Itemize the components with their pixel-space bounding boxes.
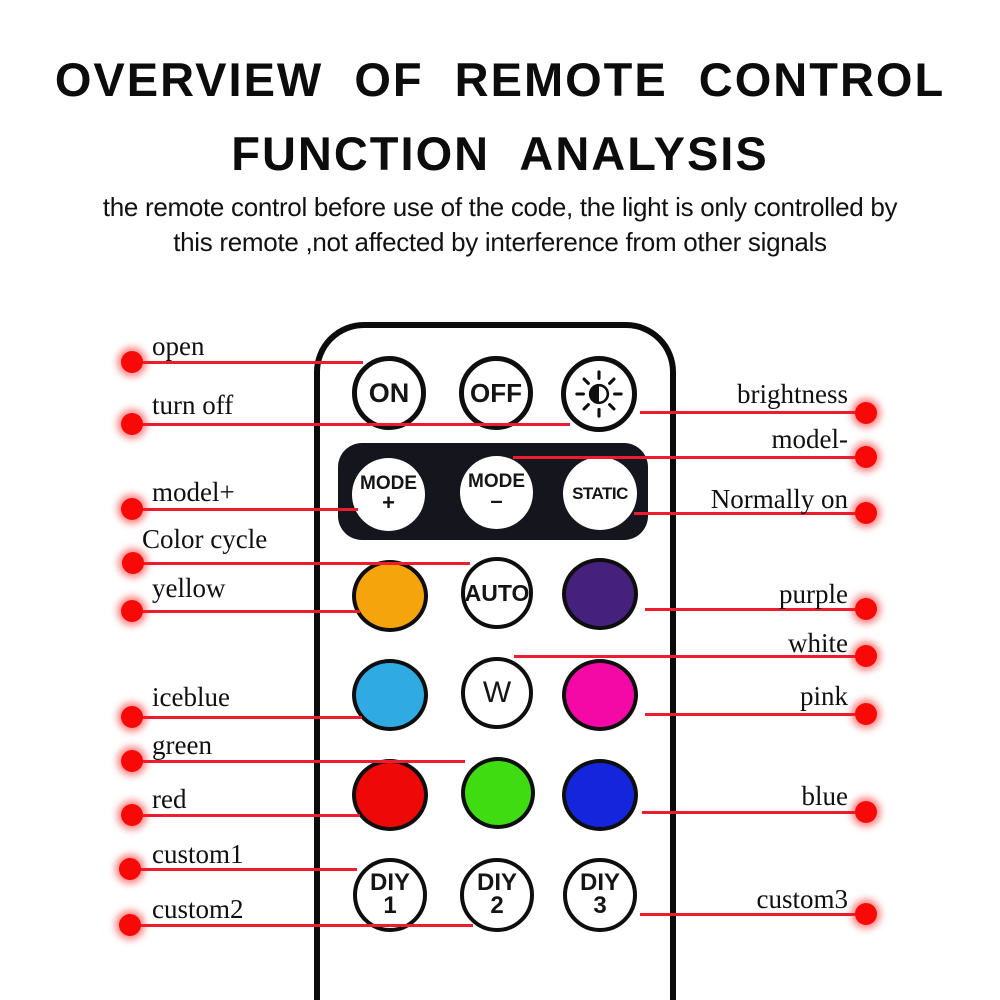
line-color-cycle xyxy=(133,562,470,565)
label-custom2: custom2 xyxy=(152,894,244,924)
label-custom1: custom1 xyxy=(152,839,244,869)
label-yellow: yellow xyxy=(152,573,226,603)
label-normally-on: Normally on xyxy=(710,484,848,514)
label-blue: blue xyxy=(801,781,848,811)
label-turn-off: turn off xyxy=(152,390,234,420)
label-brightness: brightness xyxy=(737,379,848,409)
on-button-label: ON xyxy=(368,377,410,408)
line-model-plus xyxy=(132,508,358,511)
subtitle-line1: the remote control before use of the code, the light is only controlled by xyxy=(102,192,898,222)
auto-button-label: AUTO xyxy=(464,579,530,606)
dot-model-plus xyxy=(121,498,143,520)
dot-normally-on xyxy=(855,502,877,524)
dot-blue xyxy=(855,801,877,823)
label-custom3: custom3 xyxy=(756,884,848,914)
iceblue-button[interactable] xyxy=(352,659,428,731)
label-iceblue: iceblue xyxy=(152,682,230,712)
label-green: green xyxy=(152,730,212,760)
dot-open xyxy=(121,351,143,373)
line-pink xyxy=(645,713,866,716)
dot-custom1 xyxy=(119,858,141,880)
auto-button[interactable] xyxy=(461,557,533,629)
dot-pink xyxy=(855,703,877,725)
green-button[interactable] xyxy=(461,757,535,829)
mode-plus-label: MODE + xyxy=(360,472,417,515)
line-brightness xyxy=(640,411,866,414)
dot-purple xyxy=(855,598,877,620)
off-button[interactable] xyxy=(459,356,533,430)
diy1-button[interactable] xyxy=(353,858,427,932)
dot-custom2 xyxy=(119,914,141,936)
on-button[interactable] xyxy=(352,356,426,430)
line-iceblue xyxy=(132,716,362,719)
static-button[interactable] xyxy=(563,457,637,530)
static-button-label: STATIC xyxy=(572,483,628,503)
page-title-line1: OVERVIEW OF REMOTE CONTROL xyxy=(54,53,946,106)
mode-minus-label: MODE – xyxy=(468,470,525,513)
label-open: open xyxy=(152,331,205,361)
pink-button[interactable] xyxy=(562,659,638,731)
page-title-line2: FUNCTION ANALYSIS xyxy=(231,127,769,180)
label-red: red xyxy=(152,784,187,814)
diy2-button[interactable] xyxy=(460,858,534,932)
label-model-minus: model- xyxy=(771,424,848,454)
line-yellow xyxy=(132,610,360,613)
diy3-label: DIY 3 xyxy=(579,869,620,919)
line-model-minus xyxy=(513,456,866,459)
diy2-label: DIY 2 xyxy=(476,869,517,919)
dot-custom3 xyxy=(855,903,877,925)
line-turn-off xyxy=(132,423,570,426)
diy3-button[interactable] xyxy=(563,858,637,932)
yellow-button[interactable] xyxy=(352,560,428,632)
label-white: white xyxy=(788,628,848,658)
subtitle-line2: this remote ,not affected by interference from other signals xyxy=(173,227,827,257)
white-button[interactable] xyxy=(461,657,533,729)
off-button-label: OFF xyxy=(470,377,522,408)
dot-yellow xyxy=(121,600,143,622)
brightness-button[interactable] xyxy=(561,356,637,432)
blue-button[interactable] xyxy=(562,759,638,831)
purple-button[interactable] xyxy=(562,558,638,630)
mode-plus-button[interactable] xyxy=(352,458,425,531)
mode-minus-button[interactable] xyxy=(460,456,533,529)
label-color-cycle: Color cycle xyxy=(142,524,268,554)
dot-white xyxy=(855,645,877,667)
dot-green xyxy=(121,750,143,772)
dot-iceblue xyxy=(121,706,143,728)
dot-red xyxy=(121,804,143,826)
dot-brightness xyxy=(855,402,877,424)
white-button-label: W xyxy=(482,676,512,709)
label-purple: purple xyxy=(779,579,848,609)
dot-turn-off xyxy=(121,413,143,435)
dot-color-cycle xyxy=(122,552,144,574)
diy1-label: DIY 1 xyxy=(369,869,410,919)
label-model-plus: model+ xyxy=(152,477,235,507)
red-button[interactable] xyxy=(352,759,428,831)
dot-model-minus xyxy=(855,446,877,468)
label-pink: pink xyxy=(799,681,848,711)
brightness-sun-icon xyxy=(573,368,625,420)
